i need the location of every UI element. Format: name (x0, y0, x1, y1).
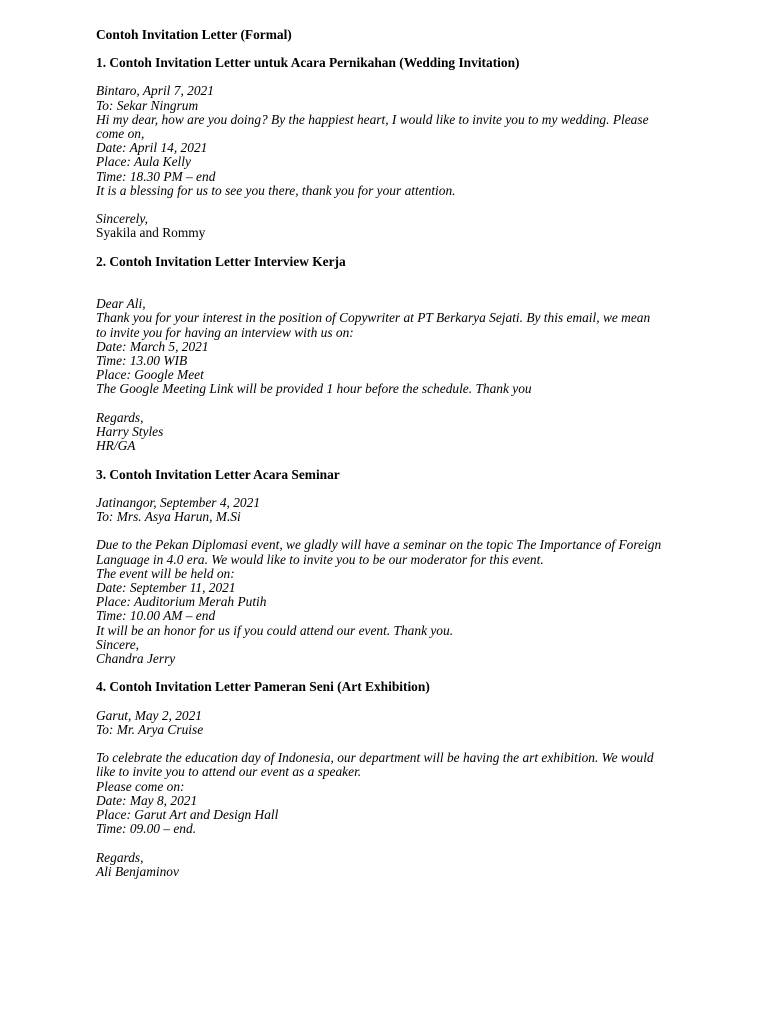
event-time: Time: 18.30 PM – end (96, 168, 216, 184)
letter-closing: Sincere, (96, 636, 140, 652)
letter-place-date: Bintaro, April 7, 2021 (96, 83, 214, 99)
letter-recipient: To: Mr. Arya Cruise (96, 721, 204, 737)
event-time: Time: 10.00 AM – end (96, 608, 216, 624)
document-title: Contoh Invitation Letter (Formal) (96, 27, 292, 42)
section-seminar (96, 468, 736, 667)
event-date: Date: March 5, 2021 (96, 338, 209, 354)
section-wedding-invitation (96, 56, 736, 240)
letter-body-line: It will be an honor for us if you could attend our event. Thank you. (96, 622, 454, 638)
letter-closing: Sincerely, (96, 211, 148, 227)
letter-body-line: come on, (96, 126, 145, 142)
letter-body-line: to invite you for having an interview with us on: (96, 324, 354, 340)
letter-body-line: Due to the Pekan Diplomasi event, we gladly will have a seminar on the topic The Importance of Foreign (96, 537, 662, 553)
section-job-interview (96, 255, 736, 454)
event-date: Date: May 8, 2021 (96, 792, 198, 808)
letter-body-line: Language in 4.0 era. We would like to invite you to be our moderator for this event. (96, 551, 544, 567)
letter-body-line: Please come on: (96, 778, 185, 794)
event-time: Time: 09.00 – end. (96, 821, 197, 837)
letter-body-line: To celebrate the education day of Indonesia, our department will be having the art exhibition. We would (96, 750, 654, 766)
event-place: Place: Aula Kelly (96, 154, 191, 170)
letter-body-line: It is a blessing for us to see you there, thank you for your attention. (96, 182, 456, 198)
letter-body-line: like to invite you to attend our event as a speaker. (96, 764, 362, 780)
letter-closing: Regards, (96, 409, 144, 425)
event-place: Place: Auditorium Merah Putih (96, 594, 267, 610)
letter-signature: Harry Styles (96, 424, 164, 440)
letter-place-date: Garut, May 2, 2021 (96, 707, 203, 723)
section-heading: 1. Contoh Invitation Letter untuk Acara Pernikahan (Wedding Invitation) (96, 55, 520, 71)
letter-signature: Chandra Jerry (96, 651, 176, 667)
event-time: Time: 13.00 WIB (96, 353, 188, 369)
section-heading: 4. Contoh Invitation Letter Pameran Seni (Art Exhibition) (96, 679, 430, 695)
letter-recipient: To: Sekar Ningrum (96, 97, 199, 113)
letter-closing: Regards, (96, 849, 144, 865)
letter-body-line: Thank you for your interest in the position of Copywriter at PT Berkarya Sejati. By this email, we mean (96, 310, 651, 326)
document-page (96, 28, 736, 879)
section-heading: 2. Contoh Invitation Letter Interview Kerja (96, 253, 346, 269)
section-art-exhibition (96, 680, 736, 879)
section-heading: 3. Contoh Invitation Letter Acara Seminar (96, 466, 340, 482)
letter-body-line: The event will be held on: (96, 565, 235, 581)
letter-signature: Syakila and Rommy (96, 225, 206, 241)
letter-signature: Ali Benjaminov (96, 863, 179, 879)
letter-place-date: Jatinangor, September 4, 2021 (96, 494, 261, 510)
letter-recipient: To: Mrs. Asya Harun, M.Si (96, 509, 241, 525)
event-date: Date: April 14, 2021 (96, 140, 208, 156)
letter-body-line: The Google Meeting Link will be provided 1 hour before the schedule. Thank you (96, 381, 532, 397)
event-place: Place: Google Meet (96, 367, 204, 383)
event-place: Place: Garut Art and Design Hall (96, 807, 279, 823)
letter-greeting: Dear Ali, (96, 296, 146, 312)
event-date: Date: September 11, 2021 (96, 580, 236, 596)
letter-body-line: Hi my dear, how are you doing? By the happiest heart, I would like to invite you to my wedding. Please (96, 111, 649, 127)
letter-signature-title: HR/GA (96, 438, 136, 454)
